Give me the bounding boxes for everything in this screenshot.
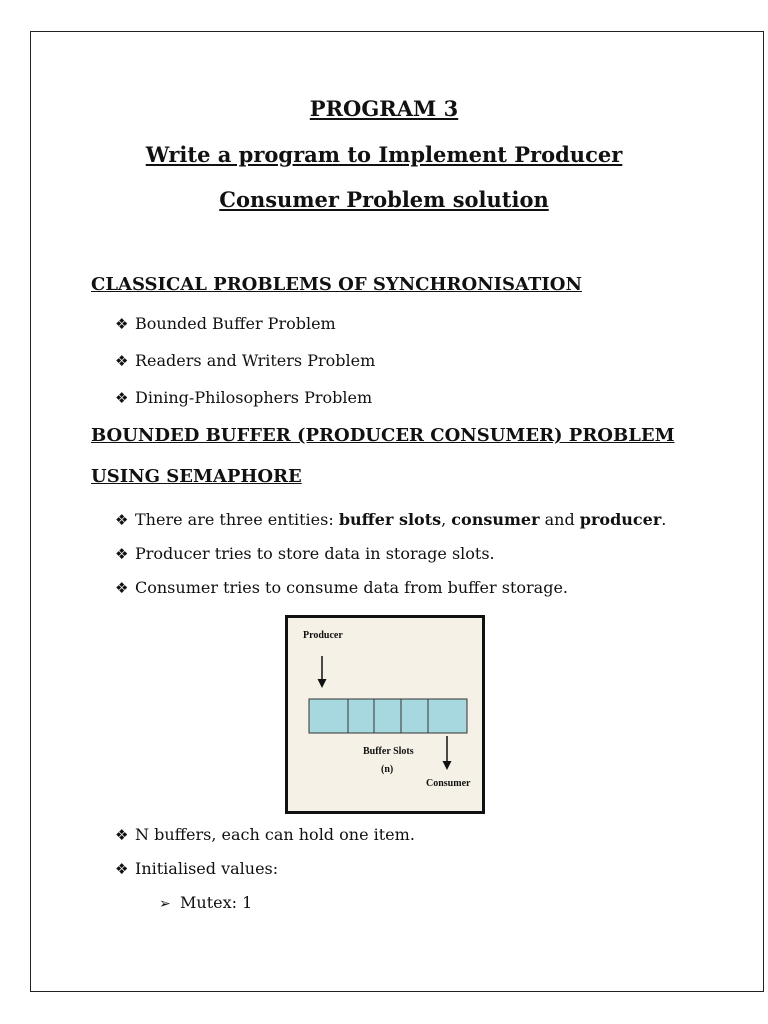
list-item (115, 388, 372, 408)
consumer-arrow-icon (443, 736, 452, 770)
entities-separator: , (441, 510, 452, 529)
buffer-slot (309, 699, 348, 733)
program-title-line2: Consumer Problem solution (219, 187, 549, 212)
diamond-bullet-icon: ❖ (115, 545, 129, 563)
list-item-text: Mutex: 1 (180, 893, 253, 912)
diagram-canvas (288, 618, 482, 811)
list-item (159, 893, 252, 914)
list-item (115, 510, 666, 530)
list-item-text: Bounded Buffer Problem (135, 314, 336, 333)
buffer-slots-count-label: (n) (381, 764, 394, 775)
heading-using-semaphore: USING SEMAPHORE (91, 466, 302, 487)
list-item (115, 351, 375, 371)
entities-separator: and (539, 510, 580, 529)
entities-prefix: There are three entities: (135, 510, 339, 529)
diamond-bullet-icon: ❖ (115, 315, 129, 333)
list-item-text: Initialised values: (135, 859, 279, 878)
diamond-bullet-icon: ❖ (115, 511, 129, 529)
entity-buffer-slots: buffer slots (338, 510, 442, 529)
buffer-slot (348, 699, 374, 733)
program-title-line1: Write a program to Implement Producer (145, 142, 623, 167)
buffer-slot (401, 699, 428, 733)
heading-classical-problems: CLASSICAL PROBLEMS OF SYNCHRONISATION (91, 274, 582, 295)
buffer-slots (309, 699, 467, 733)
entities-suffix: . (661, 510, 667, 529)
buffer-slots-label: Buffer Slots (363, 746, 414, 757)
buffer-slot (374, 699, 401, 733)
list-item-text: Dining-Philosophers Problem (135, 388, 373, 407)
entity-consumer: consumer (451, 510, 540, 529)
entity-producer: producer (579, 510, 662, 529)
list-item-text: Consumer tries to consume data from buffer storage. (135, 578, 568, 597)
diamond-bullet-icon: ❖ (115, 579, 129, 597)
producer-consumer-diagram (285, 615, 485, 814)
consumer-label: Consumer (426, 778, 471, 789)
list-item-text: Readers and Writers Problem (135, 351, 376, 370)
heading-bounded-buffer: BOUNDED BUFFER (PRODUCER CONSUMER) PROBLEM (91, 425, 675, 446)
diamond-bullet-icon: ❖ (115, 389, 129, 407)
producer-label: Producer (303, 630, 343, 641)
list-item-text: Producer tries to store data in storage slots. (135, 544, 495, 563)
producer-arrow-icon (318, 656, 327, 688)
list-item (115, 859, 278, 879)
buffer-slot (428, 699, 467, 733)
list-item (115, 544, 495, 564)
diamond-bullet-icon: ❖ (115, 352, 129, 370)
diamond-bullet-icon: ❖ (115, 860, 129, 878)
list-item (115, 825, 415, 845)
diamond-bullet-icon: ❖ (115, 826, 129, 844)
list-item (115, 578, 568, 598)
program-number-title: PROGRAM 3 (309, 96, 459, 121)
list-item (115, 314, 336, 334)
arrowhead-bullet-icon: ➢ (159, 896, 171, 912)
list-item-text: N buffers, each can hold one item. (135, 825, 415, 844)
